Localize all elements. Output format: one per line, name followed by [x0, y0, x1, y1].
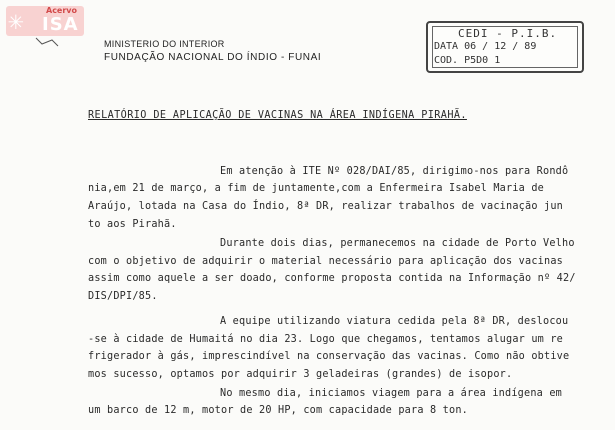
star-icon: ✳ — [8, 6, 24, 36]
paragraph-line: Araújo, lotada na Casa do Índio, 8ª DR, realizar trabalhos de vacinação jun — [88, 201, 564, 212]
stamp-title: CEDI - P.I.B. — [458, 27, 558, 40]
paragraph-line: nia,em 21 de março, a fim de juntamente,com a Enfermeira Isabel Maria de — [88, 183, 545, 194]
paragraph-line: com o objetivo de adquirir o material necessário para aplicação dos vacinas — [88, 256, 564, 267]
paragraph-line: -se à cidade de Humaitá no dia 23. Logo que chegamos, tentamos alugar um re — [88, 334, 564, 345]
paragraph-line: to aos Pirahã. — [88, 219, 177, 230]
paragraph-line: Em atenção à ITE Nº 028/DAI/85, dirigimo-nos para Rondô — [220, 166, 569, 177]
paragraph-line: frigerador à gás, imprescindível na conservação das vacinas. Como não obtive — [88, 351, 570, 362]
watermark-text: ISA — [42, 14, 79, 35]
paragraph-line: um barco de 12 m, motor de 20 HP, com capacidade para 8 ton. — [88, 405, 469, 416]
watermark-subtext: Acervo — [46, 6, 78, 15]
archive-stamp — [426, 21, 584, 73]
paragraph-line: Durante dois dias, permanecemos na cidade de Porto Velho — [220, 238, 575, 249]
paragraph-line: No mesmo dia, iniciamos viagem para a área indígena em — [220, 388, 563, 399]
pen-mark-icon — [34, 34, 60, 48]
report-title: RELATÓRIO DE APLICAÇÃO DE VACINAS NA ÁREA INDÍGENA PIRAHÃ. — [88, 110, 467, 121]
paragraph-line: mos sucesso, optamos por adquirir 3 geladeiras (grandes) de isopor. — [88, 369, 513, 380]
stamp-code: COD. P5D0 1 — [434, 55, 501, 66]
paragraph-line: DIS/DPI/85. — [88, 291, 158, 302]
stamp-date: DATA 06 / 12 / 89 — [434, 41, 537, 52]
paragraph-line: assim como aquele a ser doado, conforme proposta contida na Informação nº 42/ — [88, 273, 576, 284]
ministry-heading: MINISTERIO DO INTERIOR — [104, 39, 225, 49]
foundation-heading: FUNDAÇÃO NACIONAL DO ÍNDIO - FUNAI — [104, 52, 322, 63]
paragraph-line: A equipe utilizando viatura cedida pela 8ª DR, deslocou — [220, 316, 569, 327]
